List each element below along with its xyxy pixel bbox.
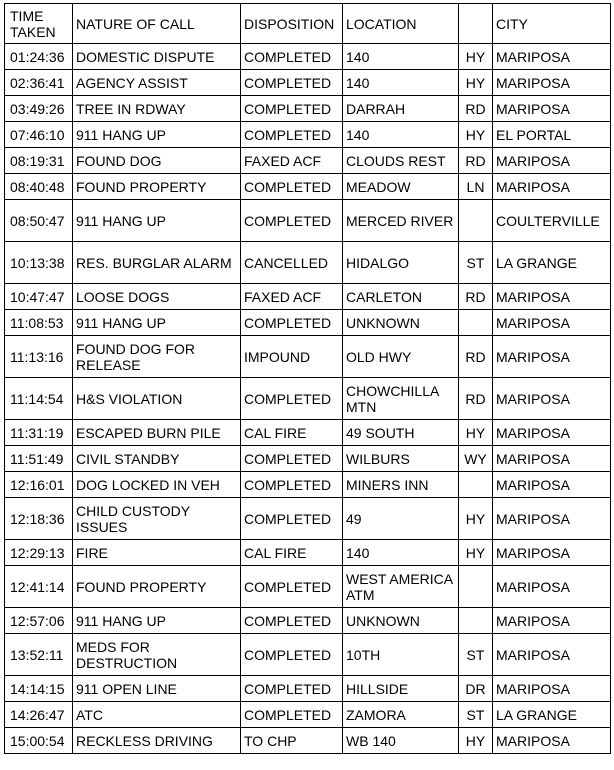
nature-of-call-cell: CIVIL STANDBY [73,446,241,472]
street-suffix-cell: HY [459,44,493,70]
city-cell: EL PORTAL [493,122,611,148]
disposition-cell: COMPLETED [241,70,343,96]
disposition-cell: COMPLETED [241,634,343,676]
header-row [5,4,611,44]
call-log-body [5,44,611,754]
time-taken-cell: 11:31:19 [5,420,73,446]
city-cell: MARIPOSA [493,310,611,336]
nature-of-call-cell: FOUND DOG [73,148,241,174]
table-row [5,310,611,336]
location-cell: MINERS INN [343,472,459,498]
city-cell: MARIPOSA [493,420,611,446]
call-log-table [4,3,611,754]
disposition-cell: COMPLETED [241,378,343,420]
time-taken-cell: 12:16:01 [5,472,73,498]
street-suffix-cell [459,472,493,498]
location-cell: 10TH [343,634,459,676]
table-row [5,608,611,634]
location-cell: 140 [343,540,459,566]
time-taken-cell: 11:14:54 [5,378,73,420]
location-cell: UNKNOWN [343,608,459,634]
street-suffix-cell [459,608,493,634]
street-suffix-cell: HY [459,728,493,754]
location-cell: HIDALGO [343,242,459,284]
time-taken-cell: 12:29:13 [5,540,73,566]
nature-of-call-cell: ESCAPED BURN PILE [73,420,241,446]
city-cell: MARIPOSA [493,540,611,566]
disposition-cell: COMPLETED [241,702,343,728]
time-taken-cell: 14:26:47 [5,702,73,728]
time-taken-cell: 12:18:36 [5,498,73,540]
disposition-cell: COMPLETED [241,122,343,148]
disposition-cell: COMPLETED [241,472,343,498]
time-taken-cell: 03:49:26 [5,96,73,122]
nature-of-call-cell: FOUND PROPERTY [73,566,241,608]
nature-of-call-cell: 911 HANG UP [73,122,241,148]
nature-of-call-cell: CHILD CUSTODY ISSUES [73,498,241,540]
location-cell: 49 SOUTH [343,420,459,446]
nature-of-call-cell: 911 HANG UP [73,310,241,336]
disposition-cell: COMPLETED [241,566,343,608]
table-row [5,566,611,608]
city-cell: MARIPOSA [493,148,611,174]
time-taken-cell: 08:19:31 [5,148,73,174]
city-cell: COULTERVILLE [493,200,611,242]
disposition-cell: COMPLETED [241,44,343,70]
time-taken-cell: 11:13:16 [5,336,73,378]
disposition-cell: COMPLETED [241,498,343,540]
location-cell: CLOUDS REST [343,148,459,174]
city-cell: MARIPOSA [493,728,611,754]
location-cell: 140 [343,122,459,148]
location-cell: 140 [343,70,459,96]
location-cell: CHOWCHILLA MTN [343,378,459,420]
location-cell: WEST AMERICA ATM [343,566,459,608]
city-cell: MARIPOSA [493,608,611,634]
street-suffix-cell: RD [459,284,493,310]
disposition-cell: CAL FIRE [241,540,343,566]
table-row [5,96,611,122]
street-suffix-cell [459,200,493,242]
nature-of-call-cell: MEDS FOR DESTRUCTION [73,634,241,676]
street-suffix-cell [459,566,493,608]
time-taken-cell: 14:14:15 [5,676,73,702]
city-cell: MARIPOSA [493,284,611,310]
table-row [5,420,611,446]
table-row [5,44,611,70]
disposition-cell: COMPLETED [241,608,343,634]
street-suffix-cell: RD [459,336,493,378]
location-cell: OLD HWY [343,336,459,378]
table-row [5,336,611,378]
nature-of-call-cell: DOG LOCKED IN VEH [73,472,241,498]
street-suffix-cell: RD [459,96,493,122]
street-suffix-cell: ST [459,702,493,728]
nature-of-call-cell: ATC [73,702,241,728]
disposition-cell: FAXED ACF [241,284,343,310]
table-row [5,540,611,566]
nature-of-call-cell: FOUND DOG FOR RELEASE [73,336,241,378]
location-cell: DARRAH [343,96,459,122]
time-taken-cell: 08:50:47 [5,200,73,242]
disposition-cell: COMPLETED [241,446,343,472]
table-row [5,728,611,754]
location-cell: 49 [343,498,459,540]
location-cell: MERCED RIVER [343,200,459,242]
city-cell: MARIPOSA [493,634,611,676]
nature-of-call-cell: AGENCY ASSIST [73,70,241,96]
header-nature-of-call: NATURE OF CALL [73,4,241,44]
header-time-taken: TIME TAKEN [5,4,73,44]
disposition-cell: COMPLETED [241,200,343,242]
city-cell: LA GRANGE [493,702,611,728]
table-row [5,148,611,174]
nature-of-call-cell: FOUND PROPERTY [73,174,241,200]
location-cell: ZAMORA [343,702,459,728]
street-suffix-cell: HY [459,498,493,540]
disposition-cell: COMPLETED [241,310,343,336]
nature-of-call-cell: RECKLESS DRIVING [73,728,241,754]
table-row [5,200,611,242]
city-cell: MARIPOSA [493,378,611,420]
street-suffix-cell: HY [459,420,493,446]
time-taken-cell: 15:00:54 [5,728,73,754]
table-row [5,634,611,676]
time-taken-cell: 12:41:14 [5,566,73,608]
header-street-suffix [459,4,493,44]
time-taken-cell: 11:08:53 [5,310,73,336]
city-cell: MARIPOSA [493,472,611,498]
time-taken-cell: 10:13:38 [5,242,73,284]
location-cell: WB 140 [343,728,459,754]
street-suffix-cell: HY [459,540,493,566]
city-cell: MARIPOSA [493,566,611,608]
header-disposition: DISPOSITION [241,4,343,44]
header-location: LOCATION [343,4,459,44]
city-cell: MARIPOSA [493,70,611,96]
table-row [5,378,611,420]
location-cell: WILBURS [343,446,459,472]
disposition-cell: CAL FIRE [241,420,343,446]
street-suffix-cell: DR [459,676,493,702]
nature-of-call-cell: H&S VIOLATION [73,378,241,420]
disposition-cell: FAXED ACF [241,148,343,174]
location-cell: HILLSIDE [343,676,459,702]
nature-of-call-cell: 911 HANG UP [73,200,241,242]
time-taken-cell: 13:52:11 [5,634,73,676]
disposition-cell: COMPLETED [241,174,343,200]
nature-of-call-cell: LOOSE DOGS [73,284,241,310]
disposition-cell: IMPOUND [241,336,343,378]
table-row [5,70,611,96]
street-suffix-cell [459,310,493,336]
disposition-cell: COMPLETED [241,96,343,122]
city-cell: MARIPOSA [493,44,611,70]
street-suffix-cell: WY [459,446,493,472]
street-suffix-cell: ST [459,634,493,676]
nature-of-call-cell: 911 OPEN LINE [73,676,241,702]
city-cell: MARIPOSA [493,676,611,702]
time-taken-cell: 07:46:10 [5,122,73,148]
city-cell: MARIPOSA [493,96,611,122]
call-log-sheet [4,3,611,754]
table-row [5,498,611,540]
street-suffix-cell: HY [459,122,493,148]
nature-of-call-cell: RES. BURGLAR ALARM [73,242,241,284]
table-row [5,446,611,472]
location-cell: MEADOW [343,174,459,200]
city-cell: LA GRANGE [493,242,611,284]
nature-of-call-cell: DOMESTIC DISPUTE [73,44,241,70]
time-taken-cell: 12:57:06 [5,608,73,634]
table-row [5,242,611,284]
location-cell: UNKNOWN [343,310,459,336]
nature-of-call-cell: 911 HANG UP [73,608,241,634]
street-suffix-cell: HY [459,70,493,96]
street-suffix-cell: ST [459,242,493,284]
street-suffix-cell: RD [459,148,493,174]
time-taken-cell: 08:40:48 [5,174,73,200]
city-cell: MARIPOSA [493,336,611,378]
street-suffix-cell: RD [459,378,493,420]
disposition-cell: TO CHP [241,728,343,754]
table-row [5,702,611,728]
time-taken-cell: 10:47:47 [5,284,73,310]
disposition-cell: COMPLETED [241,676,343,702]
table-row [5,472,611,498]
location-cell: CARLETON [343,284,459,310]
table-row [5,284,611,310]
time-taken-cell: 01:24:36 [5,44,73,70]
nature-of-call-cell: FIRE [73,540,241,566]
nature-of-call-cell: TREE IN RDWAY [73,96,241,122]
city-cell: MARIPOSA [493,446,611,472]
table-row [5,122,611,148]
table-row [5,676,611,702]
header-city: CITY [493,4,611,44]
street-suffix-cell: LN [459,174,493,200]
time-taken-cell: 02:36:41 [5,70,73,96]
disposition-cell: CANCELLED [241,242,343,284]
city-cell: MARIPOSA [493,498,611,540]
location-cell: 140 [343,44,459,70]
table-row [5,174,611,200]
time-taken-cell: 11:51:49 [5,446,73,472]
city-cell: MARIPOSA [493,174,611,200]
